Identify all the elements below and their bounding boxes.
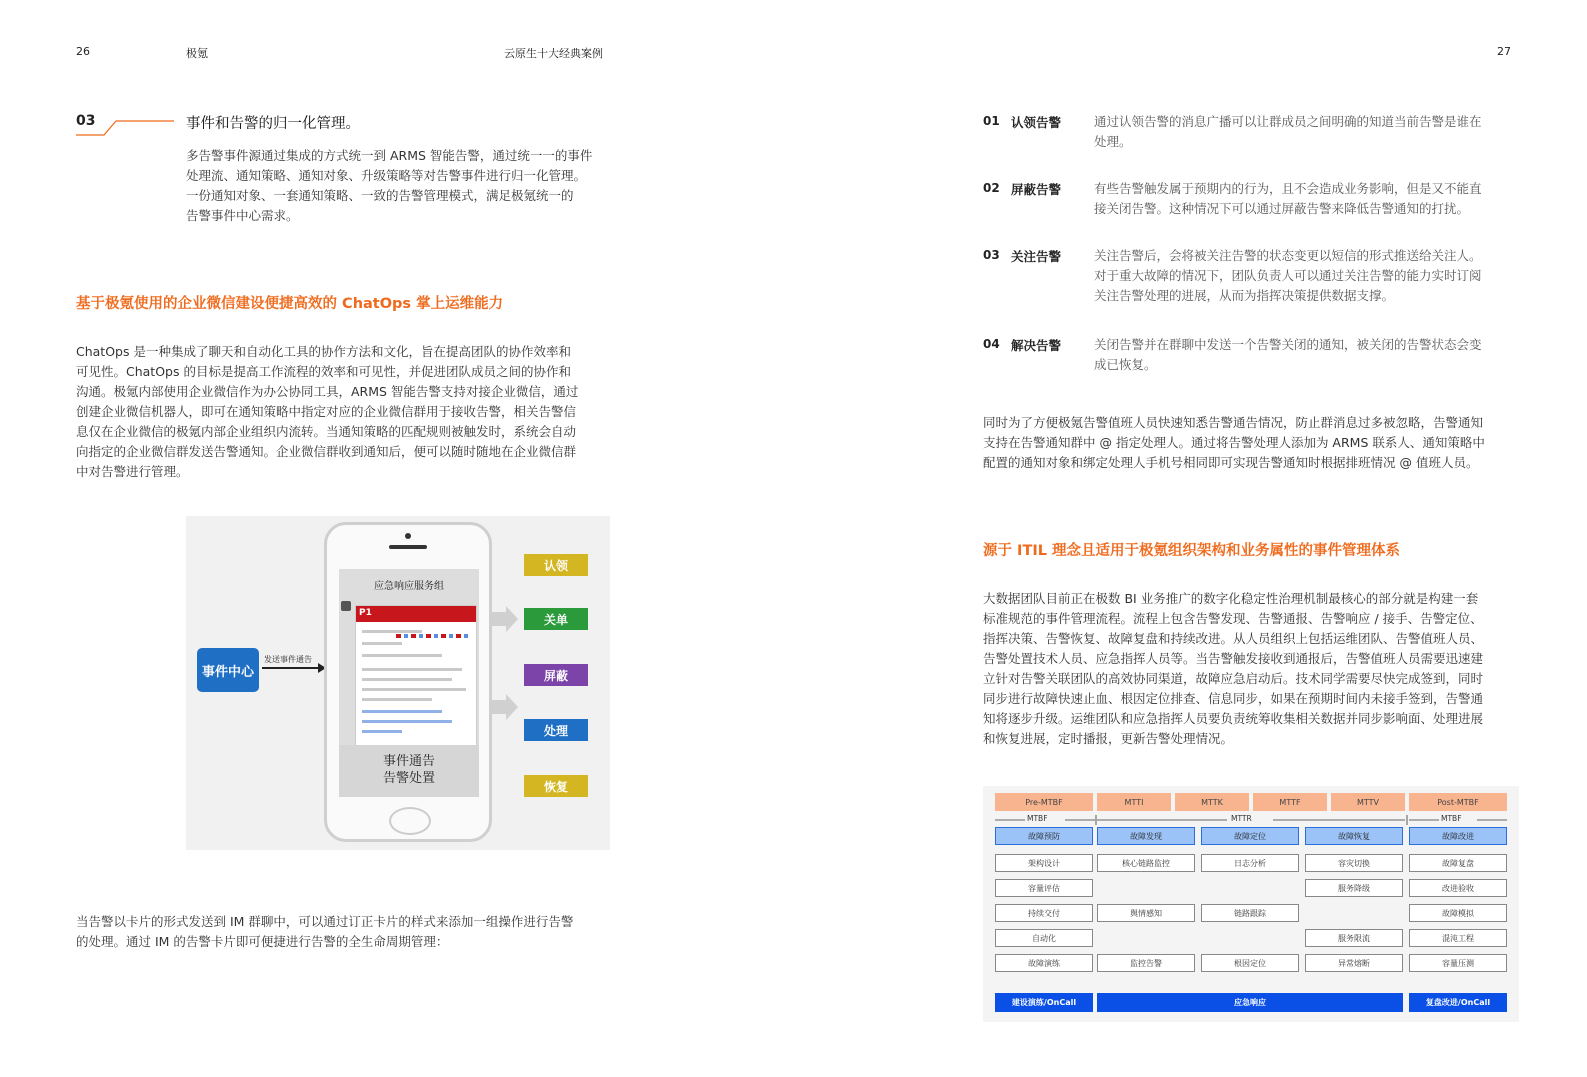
item-number: 04 (983, 337, 1000, 351)
stage-bar: 应急响应 (1097, 993, 1403, 1012)
phone-screen (339, 569, 479, 797)
capability-box: 自动化 (995, 929, 1093, 947)
section-title: 事件和告警的归一化管理。 (186, 116, 360, 132)
section-body: 多告警事件源通过集成的方式统一到 ARMS 智能告警，通过统一一的事件 处理流、通知策略、通知对象、升级策略等对告警事件进行归一化管理。 一份通知对象、一套通知策略、一致的告警管理模式，满足极氪统一的 告警事件中心需求。 (186, 148, 593, 223)
event-center-box: 事件中心 (197, 648, 259, 692)
phone-group-title: 应急响应服务组 (374, 581, 444, 592)
card-line (362, 678, 452, 681)
capability-box: 持续交付 (995, 904, 1093, 922)
alert-priority: P1 (359, 608, 372, 618)
phase-box: 故障预防 (995, 827, 1093, 845)
capability-box: 异常熔断 (1305, 954, 1403, 972)
mtbf-diagram (983, 786, 1519, 1022)
action-handle: 处理 (524, 719, 588, 741)
phase-box: 故障发现 (1097, 827, 1195, 845)
item-description: 有些告警触发属于预期内的行为，且不会造成业务影响，但是又不能直 接关闭告警。这种情况下可以通过屏蔽告警来降低告警通知的打扰。 (1094, 181, 1482, 216)
capability-box: 容量评估 (995, 879, 1093, 897)
list-item (983, 179, 1519, 223)
item-description: 通过认领告警的消息广播可以让群成员之间明确的知道当前告警是谁在 处理。 (1094, 114, 1482, 149)
capability-box: 改进验收 (1409, 879, 1507, 897)
card-line (362, 630, 422, 633)
capability-box: 混沌工程 (1409, 929, 1507, 947)
phone-camera-icon (405, 533, 411, 539)
itil-heading: 源于 ITIL 理念且适用于极氪组织架构和业务属性的事件管理体系 (983, 543, 1401, 559)
mtbf-header: Post-MTBF (1409, 793, 1507, 811)
alert-card-header (356, 606, 476, 622)
card-line (362, 654, 442, 657)
item-number: 03 (983, 248, 1000, 262)
card-line (362, 688, 466, 691)
footer-paragraph: 当告警以卡片的形式发送到 IM 群聊中，可以通过订正卡片的样式来添加一组操作进行告警 的处理。通过 IM 的告警卡片即可便捷进行告警的全生命周期管理： (76, 914, 574, 949)
item-name: 关注告警 (1011, 249, 1062, 264)
card-line (362, 698, 432, 701)
mtbf-span-label: MTBF (1027, 814, 1048, 823)
page-number-left: 26 (76, 45, 90, 58)
section-number: 03 (76, 113, 96, 129)
item-number: 02 (983, 181, 1000, 195)
item-name: 屏蔽告警 (1011, 182, 1062, 197)
card-line (362, 642, 402, 645)
action-recover: 恢复 (524, 775, 588, 797)
card-link-line (362, 720, 452, 723)
flow-arrow-icon (490, 612, 506, 626)
card-line (396, 634, 470, 638)
phone-bottom-text: 事件通告 告警处置 (382, 754, 435, 786)
phone-speaker-icon (389, 545, 427, 549)
action-close: 关单 (524, 608, 588, 630)
oncall-paragraph: 同时为了方便极氪告警值班人员快速知悉告警通告情况，防止群消息过多被忽略，告警通知 支持在告警通知群中 @ 指定处理人。通过将告警处理人添加为 ARMS 联系人、通知策略中 配置的通知对象和绑定处理人手机号相同即可实现告警通知时根据排班情况 @ 值班人员。 (983, 415, 1485, 470)
list-item (983, 246, 1519, 310)
capability-box: 容量压测 (1409, 954, 1507, 972)
stage-bar: 复盘改进/OnCall (1409, 993, 1507, 1012)
home-button-icon (389, 807, 431, 835)
chatops-figure (186, 516, 610, 850)
capability-box: 日志分析 (1201, 854, 1299, 872)
flow-arrow-icon (506, 694, 518, 720)
mtbf-header: MTTK (1175, 793, 1249, 811)
capability-box: 服务降级 (1305, 879, 1403, 897)
capability-box: 舆情感知 (1097, 904, 1195, 922)
capability-box: 核心链路监控 (1097, 854, 1195, 872)
capability-box: 架构设计 (995, 854, 1093, 872)
card-link-line (362, 710, 442, 713)
item-description: 关闭告警并在群聊中发送一个告警关闭的通知，被关闭的告警状态会变 成已恢复。 (1094, 337, 1482, 372)
chatops-paragraph: ChatOps 是一种集成了聊天和自动化工具的协作方法和文化，旨在提高团队的协作效率和 可见性。ChatOps 的目标是提高工作流程的效率和可见性，并促进团队成员之间的协作和 沟通。极氪内部使用企业微信作为办公协同工具，ARMS 智能告警支持对接企业微信，通过 创建企业微信机器人，即可在通知策略中指定对应的企业微信群用于接收告警，相关告警信 息仅在企业微信的极氪内部企业组织内流转。当通知策略的匹配规则被触发时，系统会自动 向指定的企业微信群发送告警通知。企业微信群收到通知后，便可以随时随地在企业微信群 中对告警进行管理。 (76, 344, 579, 479)
mtbf-header: Pre-MTBF (995, 793, 1093, 811)
section-number-underline (76, 115, 174, 139)
phone-mockup (324, 522, 492, 842)
action-claim: 认领 (524, 554, 588, 576)
book-title: 云原生十大经典案例 (504, 47, 603, 60)
item-number: 01 (983, 114, 1000, 128)
alert-card (355, 605, 477, 747)
list-item (983, 112, 1519, 156)
chatops-heading: 基于极氪使用的企业微信建设便捷高效的 ChatOps 掌上运维能力 (76, 296, 504, 312)
capability-box: 根因定位 (1201, 954, 1299, 972)
capability-box: 故障模拟 (1409, 904, 1507, 922)
itil-paragraph: 大数据团队目前正在极数 BI 业务推广的数字化稳定性治理机制最核心的部分就是构建一套 标准规范的事件管理流程。流程上包含告警发现、告警通报、告警响应 / 接手、告警定位、 指挥决策、告警恢复、故障复盘和持续改进。从人员组织上包括运维团队、告警值班人员、 告警处置技术人员、应急指挥人员等。当告警触发接收到通报后，告警值班人员需要迅速建 立针对告警关联团队的高效协同渠道，故障应急启动后。技术同学需要尽快完成签到，同时 同步进行故障快速止血、根因定位排查、信息同步，如果在预期时间内未接手签到，告警通 知将逐步升级。运维团队和应急指挥人员要负责统筹收集相关数据并同步影响面、处理进展 和恢复进展，定时播报，更新告警处理情况。 (983, 591, 1484, 746)
capability-box: 链路跟踪 (1201, 904, 1299, 922)
item-name: 认领告警 (1011, 115, 1062, 130)
action-mute: 屏蔽 (524, 664, 588, 686)
phase-box: 故障改进 (1409, 827, 1507, 845)
send-notification-label: 发送事件通告 (264, 655, 312, 664)
list-item (983, 335, 1519, 379)
phase-box: 故障定位 (1201, 827, 1299, 845)
send-arrow-line (262, 667, 320, 669)
card-line (362, 668, 462, 671)
mtbf-header: MTTI (1097, 793, 1171, 811)
page-number-right: 27 (1497, 45, 1511, 58)
mtbf-span-label: MTBF (1441, 814, 1462, 823)
item-description: 关注告警后，会将被关注告警的状态变更以短信的形式推送给关注人。 对于重大故障的情况下，团队负责人可以通过关注告警的能力实时订阅 关注告警处理的进展，从而为指挥决策提供数据支撑。 (1094, 248, 1482, 303)
capability-box: 监控告警 (1097, 954, 1195, 972)
mtbf-header: MTTF (1253, 793, 1327, 811)
avatar (341, 601, 351, 611)
brand-name: 极氪 (186, 47, 208, 60)
flow-arrow-icon (506, 606, 518, 632)
flow-arrow-icon (490, 700, 506, 714)
capability-box: 故障演练 (995, 954, 1093, 972)
capability-box: 服务限流 (1305, 929, 1403, 947)
mttr-span-label: MTTR (1231, 814, 1252, 823)
mtbf-header: MTTV (1331, 793, 1405, 811)
item-name: 解决告警 (1011, 338, 1062, 353)
stage-bar: 建设演练/OnCall (995, 993, 1093, 1012)
phase-box: 故障恢复 (1305, 827, 1403, 845)
capability-box: 容灾切换 (1305, 854, 1403, 872)
card-link-line (362, 730, 402, 733)
capability-box: 故障复盘 (1409, 854, 1507, 872)
